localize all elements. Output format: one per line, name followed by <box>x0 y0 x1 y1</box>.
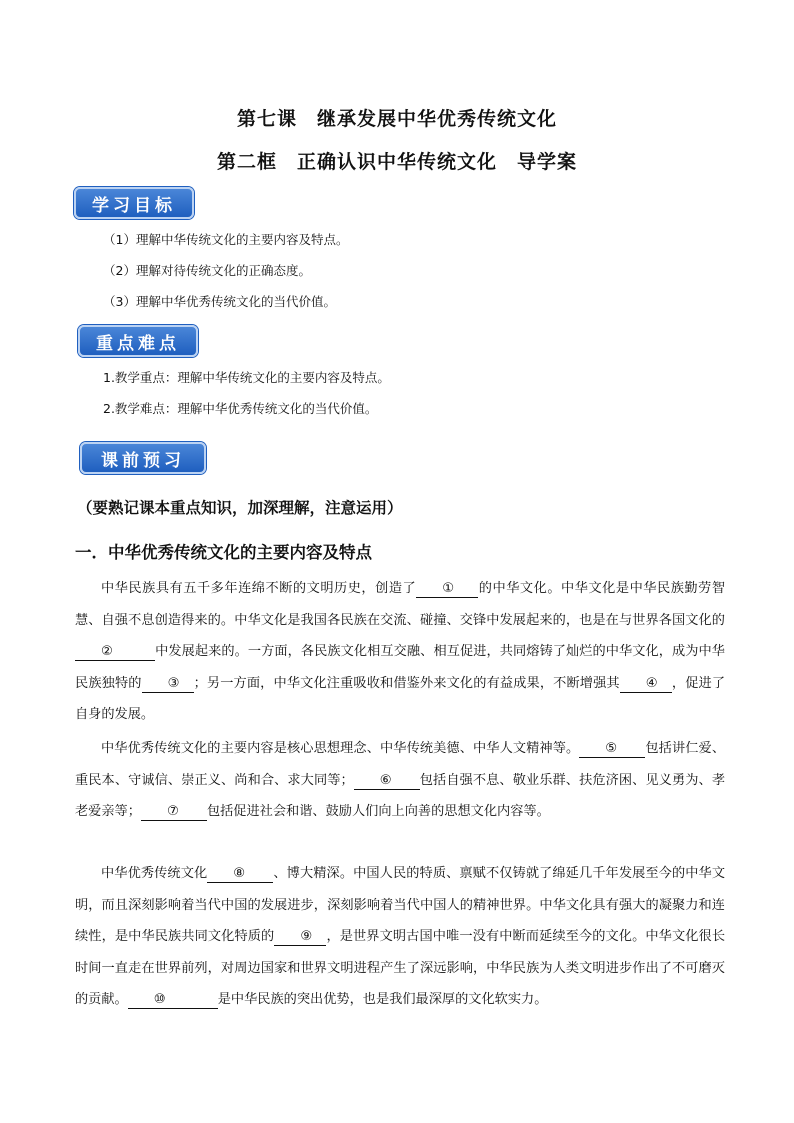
section-heading: 一．中华优秀传统文化的主要内容及特点 <box>75 543 372 562</box>
blank-2: ② <box>75 644 155 661</box>
lesson-title: 第七课 继承发展中华优秀传统文化 <box>236 108 557 130</box>
p1-text: 中发展起来的。一方面，各民族文化相互交融、相互促进，共同熔铸了灿烂的中华文化，成为中华民族独特的 <box>75 644 725 691</box>
p2-text: 包括讲仁爱、重民本、守诚信、崇正义、尚和合、求大同等； <box>75 741 726 788</box>
objective-item-3: （3）理解中华优秀传统文化的当代价值。 <box>103 294 336 309</box>
blank-3: ③ <box>142 676 194 693</box>
blank-8: ⑧ <box>207 866 273 883</box>
blank-9: ⑨ <box>274 929 326 946</box>
paragraph-2 <box>75 733 725 828</box>
p2-text: 中华优秀传统文化的主要内容是核心思想理念、中华传统美德、中华人文精神等。 <box>101 741 580 756</box>
p3-text: 、博大精深。中国人民的特质、禀赋不仅铸就了绵延几千年发展至今的中华文明，而且深刻影响着当代中国的发展进步，深刻影响着当代中国人的精神世界。中华文化具有强大的凝聚力和连续性，是中华民族共同文化特质的 <box>75 866 726 944</box>
paragraph-1 <box>75 573 725 731</box>
keypoints-badge: 重点难点 <box>78 325 198 357</box>
keypoint-item-1: 1.教学重点：理解中华传统文化的主要内容及特点。 <box>103 370 390 385</box>
objective-item-2: （2）理解对待传统文化的正确态度。 <box>103 263 311 278</box>
p1-text: ；另一方面，中华文化注重吸收和借鉴外来文化的有益成果，不断增强其 <box>193 675 620 691</box>
study-note: （要熟记课本重点知识，加深理解，注意运用） <box>77 499 403 517</box>
p2-text: 包括自强不息、敬业乐群、扶危济困、见义勇为、孝老爱亲等； <box>75 772 726 819</box>
blank-6: ⑥ <box>354 773 420 790</box>
blank-10: ⑩ <box>128 992 218 1009</box>
p1-text: 的中华文化。中华文化是中华民族勤劳智慧、自强不息创造得来的。中华文化是我国各民族在交流、碰撞、交锋中发展起来的，也是在与世界各国文化的 <box>75 581 726 628</box>
section-title: 第二框 正确认识中华传统文化 导学案 <box>216 151 577 173</box>
blank-7: ⑦ <box>141 804 207 821</box>
p1-text: ，促进了自身的发展。 <box>75 675 726 722</box>
p3-text: ，是世界文明古国中唯一没有中断而延续至今的文化。中华文化很长时间一直走在世界前列，对周边国家和世界文明进程产生了深远影响，中华民族为人类文明进步作出了不可磨灭的贡献。 <box>75 929 726 1007</box>
preview-badge: 课前预习 <box>80 442 206 474</box>
objectives-badge: 学习目标 <box>74 187 194 219</box>
blank-4: ④ <box>620 676 672 693</box>
blank-5: ⑤ <box>579 741 645 758</box>
keypoint-item-2: 2.教学难点：理解中华优秀传统文化的当代价值。 <box>103 401 378 416</box>
p2-text: 包括促进社会和谐、鼓励人们向上向善的思想文化内容等。 <box>206 804 550 819</box>
p3-text: 中华优秀传统文化 <box>101 866 208 881</box>
objective-item-1: （1）理解中华传统文化的主要内容及特点。 <box>103 232 349 247</box>
p3-text: 是中华民族的突出优势，也是我们最深厚的文化软实力。 <box>217 992 548 1007</box>
p1-text: 中华民族具有五千多年连绵不断的文明历史，创造了 <box>101 581 417 596</box>
blank-1: ① <box>416 581 478 598</box>
paragraph-3 <box>75 858 725 1016</box>
